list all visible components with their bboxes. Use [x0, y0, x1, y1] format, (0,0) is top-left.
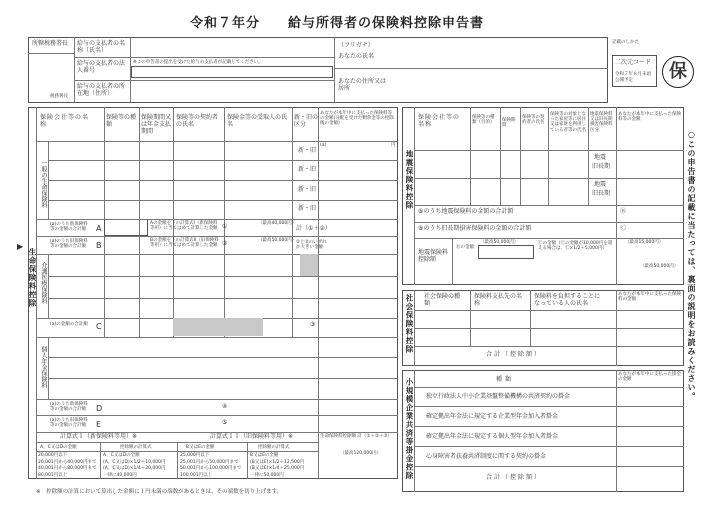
page-title: 令和７年分 給与所得者の保険料控除申告書: [190, 16, 485, 31]
eq-col-period: 保険期間: [502, 118, 516, 129]
eq-col-kind: 保険等の種類（目的）: [472, 115, 495, 126]
letter-d: D: [96, 404, 103, 413]
formula-head-d: 控除額の計算式: [258, 445, 290, 450]
formula-cell: 一律に50,000円: [250, 473, 284, 478]
eq-c-mark: Ⓒ: [620, 225, 627, 232]
formula-cell: (A、C又はD)×1/4＋20,000円: [103, 466, 166, 471]
eq-calc-b-field[interactable]: [478, 245, 534, 259]
life-total-max: （最高120,000円）: [340, 451, 382, 456]
eq-sum-a: ⑧のうち地震保険料の金額の合計額: [418, 208, 514, 215]
circled-2: ②: [222, 240, 228, 247]
col-contractor: 保険等の契約者の氏名: [176, 114, 219, 128]
stamp-mark: 保: [662, 56, 694, 88]
circled-4: ④: [222, 403, 228, 410]
employer-address-field[interactable]: [131, 81, 331, 102]
employer-number-label: 給与の支払者の法人番号: [77, 60, 126, 74]
employer-address-label: 給与の支払者の所在地（住所）: [77, 83, 126, 97]
letter-b: B: [96, 241, 102, 250]
amount-a[interactable]: [104, 219, 148, 236]
sb-row: 心身障害者扶養共済制度に関する契約の掛金: [426, 453, 547, 460]
eq-sum-b: ⑧のうち旧長期損害保険料の金額の合計額: [418, 225, 532, 232]
your-name-label: あなたの氏名: [338, 53, 375, 60]
formula-cell: 20,000円以下: [38, 453, 68, 458]
qr-note-2: 公開予定: [615, 78, 633, 83]
tax-office-suffix: 税務署長: [50, 94, 68, 99]
row-mark[interactable]: 新・旧: [298, 147, 317, 154]
row-mark[interactable]: 新・旧: [298, 166, 317, 173]
formula-cell: 50,001円から100,000円まで: [180, 466, 242, 471]
formula-cell: B又はEの全額: [250, 453, 279, 458]
sb-row: 確定拠出年金法に規定する企業型年金加入者掛金: [426, 413, 559, 420]
employer-number-field[interactable]: [131, 66, 333, 78]
social-col-amount: あなたが本年中に支払った保険料の金額: [618, 292, 681, 303]
eq-total-max: （最高50,000円）: [640, 264, 679, 269]
small-business-section: [402, 370, 684, 492]
sb-row: 確定拠出年金法に規定する個人型年金加入者掛金: [426, 433, 559, 440]
eq-col-company: 保険会社等の名称: [418, 114, 461, 128]
arrow-marker: ▶: [17, 242, 24, 251]
your-name-field[interactable]: [385, 40, 600, 64]
eq-kind-2[interactable]: 旧長期: [592, 163, 611, 170]
social-total: 合計（控除額）: [486, 351, 543, 358]
eq-kind-2[interactable]: 旧長期: [592, 190, 611, 197]
max-50000: （最高50,000円）: [258, 238, 297, 243]
formula-cell: (B又はE)×1/2＋12,500円: [250, 460, 305, 465]
col-amount: あなたが本年中に支払った保険料等の金額(分配を受けた剰余金等の控除後の金額): [320, 111, 394, 127]
care-label: 介護医療保険料: [40, 262, 47, 304]
your-address-label: あなたの住所又は居所: [338, 78, 387, 92]
small-business-title: 小規模企業共済等掛金控除: [405, 378, 414, 480]
label-d: (a)のうち新保険料等の金額の合計額: [50, 402, 88, 413]
formula-cell: 100,001円以上: [180, 473, 213, 478]
eq-deduction-label: 地震保険料控除額: [418, 249, 449, 263]
sb-total: 合計（控除額）: [486, 474, 543, 481]
life-section-title: 生命保険料控除: [28, 248, 37, 308]
formula-cell: 80,001円以上: [38, 473, 68, 478]
eq-b-mark: Ⓑ: [620, 208, 627, 215]
sub-a: (a): [320, 143, 327, 148]
formula-cell: 40,001円から80,000円まで: [38, 466, 97, 471]
row-mark[interactable]: 新・旧: [298, 205, 317, 212]
sum-compare: ②と③のいずれか大きい金額: [296, 240, 327, 251]
tax-office-label: 所轄税務署長: [32, 40, 69, 47]
col-company: 保険会社等の名称: [40, 114, 90, 128]
calc-old: Bの金額を下の計算式II（旧保険料等用）に当てはめて計算した金額: [150, 238, 219, 249]
letter-c: C: [96, 322, 102, 331]
formula-cell: (A、C又はD)×1/2＋10,000円: [103, 460, 166, 465]
eq-col-amount: あなたが本年中に支払った保険料等の金額: [618, 112, 681, 123]
formula-cell: (B又はE)×1/4＋25,000円: [250, 466, 305, 471]
label-a: (a)のうち新保険料等の金額の合計額: [50, 222, 88, 233]
social-col-kind: 社会保険の種類: [424, 293, 461, 307]
col-new-old: 新・旧の区分: [294, 114, 319, 128]
formula-head-a: A、C又はDの金額: [40, 445, 77, 450]
formula-footnote: ※ 控除額の計算において算出した金額に１円未満の端数があるときは、その端数を切り上げます。: [36, 489, 283, 495]
eq-calc-b: Ⓑの金額: [456, 245, 474, 250]
col-recipient: 保険金等の受取人の氏名: [227, 114, 288, 128]
circled-1: ①: [222, 223, 228, 230]
eq-kind-1[interactable]: 地震: [594, 181, 607, 188]
unit: 円: [391, 143, 396, 148]
col-period: 保険期間又は年金支払期間: [141, 114, 172, 135]
sum-1-2: 計（①＋②）: [296, 225, 331, 232]
formula-head-b: 控除額の計算式: [120, 445, 152, 450]
formula-head-c: B又はEの金額: [186, 445, 215, 450]
col-kind: 保険等の種類: [106, 114, 137, 128]
sb-col-kind: 種類: [496, 376, 515, 383]
label-e: (a)のうち旧保険料等の金額の合計額: [50, 418, 88, 429]
eq-calc-c-max: （最高15,000円）: [625, 240, 664, 245]
qr-note-1: 令和７年８月末頃: [615, 72, 651, 77]
row-mark[interactable]: 新・旧: [298, 186, 317, 193]
general-life-label: 一般の生命保険料: [40, 160, 47, 208]
letter-e: E: [96, 420, 102, 429]
formula-title-1: 計算式Ｉ（新保険料等用）※: [60, 433, 138, 440]
calc-new: Aの金額を下の計算式I（新保険料等用）に当てはめて計算した金額: [150, 221, 218, 232]
label-b: (a)のうち旧保険料等の金額の合計額: [50, 239, 88, 250]
sb-col-amount: あなたが本年中に支払った掛金の金額: [618, 372, 681, 383]
social-title: 社会保険料控除: [405, 294, 414, 354]
eq-calc-b-max: （最高50,000円）: [480, 240, 519, 245]
eq-col-contractor: 保険等の契約者の氏名: [522, 115, 545, 126]
qr-label: 二次元コード: [615, 59, 652, 66]
side-note: ○この申告書の記載に当たっては、裏面の説明をお読みください。: [687, 130, 696, 401]
formula-cell: 25,001円から50,000円まで: [180, 460, 239, 465]
employer-number-note: ※この申告書の提出を受けた給与の支払者が記載してください。: [133, 60, 263, 65]
formula-cell: A、C又はDの全額: [103, 453, 140, 458]
letter-a: A: [96, 224, 102, 233]
formula-cell: 20,001円から40,000円まで: [38, 460, 97, 465]
sb-row: 独立行政法人中小企業基盤整備機構の共済契約の掛金: [426, 393, 571, 400]
circled-3: ③: [310, 321, 316, 328]
circled-5: ⑤: [222, 419, 228, 426]
employer-name-label: 給与の支払者の名称（氏名）: [77, 40, 126, 54]
earthquake-title: 地震保険料控除: [405, 150, 414, 210]
stamp-note: 記載のしかた: [612, 40, 639, 45]
life-total-label: 生命保険料控除額 計（①＋②＋③）: [320, 434, 393, 439]
social-col-payee: 保険料支払先の名称: [474, 293, 523, 307]
social-col-person: 保険料を負担することになっている人の氏名: [534, 293, 601, 307]
furigana-label: （フリガナ）: [338, 42, 374, 49]
eq-calc-c: Ⓒの金額（Ⓒの金額が10,000円を超える場合は、Ⓒ×1/2＋5,000円）: [538, 241, 613, 252]
employer-name-field[interactable]: [131, 38, 331, 56]
eq-col-type: 地震保険料又は旧長期損害保険料区分: [590, 112, 613, 133]
eq-col-resident: 保険等の対象となった家屋等に居住又は家財を利用している者等の氏名: [550, 112, 586, 133]
formula-cell: 一律に40,000円: [103, 473, 137, 478]
max-40000: （最高40,000円）: [258, 221, 297, 226]
formula-title-2: 計算式ＩＩ（旧保険料等用）※: [210, 433, 294, 440]
label-c: (a)の金額の合計額: [50, 322, 88, 327]
eq-kind-1[interactable]: 地震: [594, 154, 607, 161]
formula-cell: 25,000円以下: [180, 453, 210, 458]
pension-label: 個人年金保険料: [40, 346, 47, 388]
your-address-field[interactable]: [385, 70, 600, 100]
